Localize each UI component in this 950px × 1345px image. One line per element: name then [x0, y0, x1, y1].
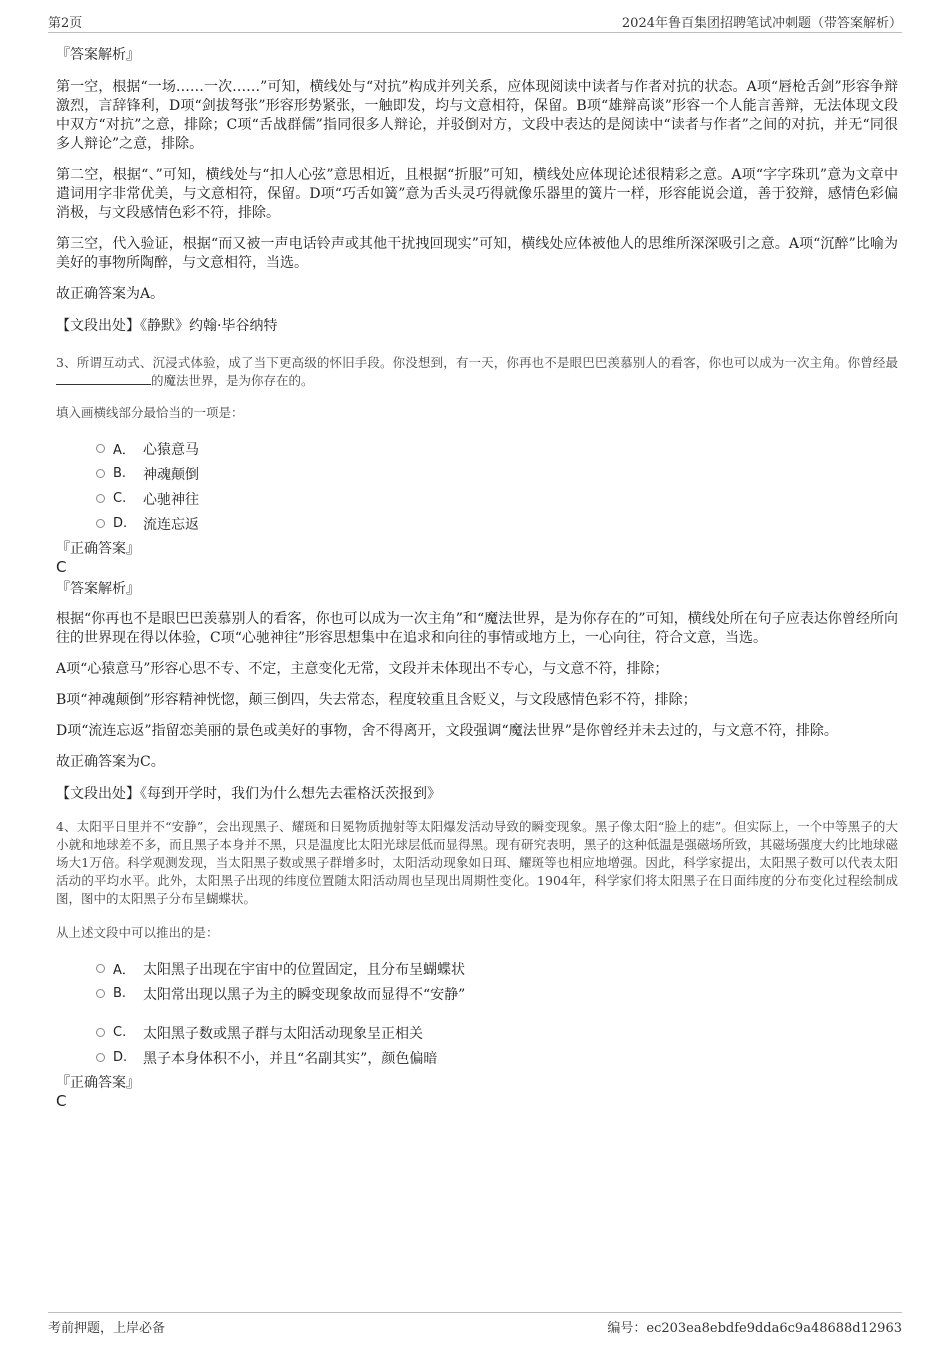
option-list: [96, 436, 898, 536]
radio-icon[interactable]: [96, 1028, 105, 1037]
question-text-after-blank: 的魔法世界，是为你存在的。: [151, 373, 314, 388]
option-a[interactable]: A． 太阳黑子出现在宇宙中的位置固定，且分布呈蝴蝶状: [96, 956, 898, 981]
question-prompt: 填入画横线部分最恰当的一项是：: [56, 405, 244, 420]
radio-icon[interactable]: [96, 494, 105, 503]
question-prompt: 从上述文段中可以推出的是：: [56, 925, 219, 940]
analysis-conclusion: 故正确答案为C。: [56, 754, 165, 770]
document-title: 2024年鲁百集团招聘笔试冲刺题（带答案解析）: [621, 16, 902, 31]
page-number: 第2页: [48, 16, 83, 31]
analysis-paragraph: A项“心猿意马”形容心思不专、不定，主意变化无常，文段并未体现出不专心，与文意不符，排除；: [56, 661, 669, 677]
analysis-paragraph: 第一空，根据“一场……一次……”可知，横线处与“对抗”构成并列关系，应体现阅读中读者与作者对抗的状态。A项“唇枪舌剑”形容争辩激烈，言辞锋利，D项“剑拔弩张”形容形势紧张，一触即发，均与文意相符，保留。B项“雄辩高谈”形容一个人能言善辩，无法体现文段中双方“对抗”之意，排除；C项“舌战群儒”指同很多人辩论，并驳倒对方，文段中表达的是阅读中“读者与作者”之间的对抗，并无“同很多人辩论”之意，排除。: [56, 79, 898, 152]
correct-answer: C: [56, 558, 67, 576]
radio-icon[interactable]: [96, 964, 105, 973]
page-header: [48, 12, 902, 33]
radio-icon[interactable]: [96, 1053, 105, 1062]
document-code: 编号：ec203ea8ebdfe9dda6c9a48688d12963: [607, 1321, 902, 1336]
radio-icon[interactable]: [96, 469, 105, 478]
analysis-label: 『答案解析』: [56, 581, 140, 597]
radio-icon[interactable]: [96, 989, 105, 998]
analysis-paragraph: B项“神魂颠倒”形容精神恍惚，颠三倒四，失去常态，程度较重且含贬义，与文段感情色彩不符，排除；: [56, 692, 697, 708]
option-c[interactable]: C. 心驰神往: [96, 486, 898, 511]
correct-answer: C: [56, 1092, 67, 1110]
source-citation: 【文段出处】《每到开学时，我们为什么想先去霍格沃茨报到》: [56, 786, 441, 802]
option-b[interactable]: B. 神魂颠倒: [96, 461, 898, 486]
analysis-conclusion: 故正确答案为A。: [56, 286, 165, 302]
option-d[interactable]: D. 流连忘返: [96, 511, 898, 536]
option-b[interactable]: B. 太阳常出现以黑子为主的瞬变现象故而显得不“安静”: [96, 981, 898, 1006]
footer-slogan: 考前押题，上岸必备: [48, 1321, 166, 1336]
option-c[interactable]: C. 太阳黑子数或黑子群与太阳活动现象呈正相关: [96, 1020, 898, 1045]
fill-blank: [56, 372, 151, 385]
option-a[interactable]: A． 心猿意马: [96, 436, 898, 461]
page-footer: [48, 1312, 902, 1337]
question-4-text: 4、太阳平日里并不“安静”，会出现黑子、耀斑和日冕物质抛射等太阳爆发活动导致的瞬变现象。黑子像太阳“脸上的痣”。但实际上，一个中等黑子的大小就和地球差不多，而且黑子本身并不黑，只是温度比太阳光球层低而显得黑。现有研究表明，黑子的这种低温是强磁场所致，其磁场强度大约比地球磁场大1万倍。科学观测发现，当太阳黑子数或黑子群增多时，太阳活动现象如日珥、耀斑等也相应地增强。因此，科学家提出，太阳黑子数可以代表太阳活动的平均水平。此外，太阳黑子出现的纬度位置随太阳活动周也呈现出周期性变化。1904年，科学家们将太阳黑子在日面纬度的分布变化过程绘制成图，图中的太阳黑子分布呈蝴蝶状。: [56, 819, 898, 906]
radio-icon[interactable]: [96, 519, 105, 528]
radio-icon[interactable]: [96, 444, 105, 453]
analysis-paragraph: 根据“你再也不是眼巴巴羡慕别人的看客，你也可以成为一次主角”和“魔法世界，是为你存在的”可知，横线处所在句子应表达你曾经所向往的世界现在得以体验，C项“心驰神往”形容思想集中在追求和向往的事情或地方上，一心向往，符合文意，当选。: [56, 611, 898, 646]
option-d[interactable]: D. 黑子本身体积不小，并且“名副其实”，颜色偏暗: [96, 1045, 898, 1070]
correct-answer-label: 『正确答案』: [56, 1075, 140, 1091]
analysis-paragraph: 第三空，代入验证，根据“而又被一声电话铃声或其他干扰拽回现实”可知，横线处应体被他人的思维所深深吸引之意。A项“沉醉”比喻为美好的事物所陶醉，与文意相符，当选。: [56, 236, 898, 271]
analysis-paragraph: 第二空，根据“、”可知，横线处与“扣人心弦”意思相近，且根据“折服”可知，横线处应体现论述很精彩之意。A项“字字珠玑”意为文章中遣词用字非常优美，与文意相符，保留。D项“巧舌如簧”意为舌头灵巧得就像乐器里的簧片一样，形容能说会道，善于狡辩，感情色彩偏消极，与文段感情色彩不符，排除。: [56, 167, 898, 221]
question-text-before-blank: 3、所谓互动式、沉浸式体验，成了当下更高级的怀旧手段。你没想到，有一天，你再也不是眼巴巴羡慕别人的看客，你也可以成为一次主角。你曾经最: [56, 355, 898, 370]
analysis-label: 『答案解析』: [56, 47, 140, 63]
analysis-paragraph: D项“流连忘返”指留恋美丽的景色或美好的事物，舍不得离开，文段强调“魔法世界”是你曾经并未去过的，与文意不符，排除。: [56, 723, 838, 739]
page-content: [56, 46, 898, 1114]
option-list: [96, 956, 898, 1070]
question-3-text: [56, 354, 898, 390]
source-citation: 【文段出处】《静默》约翰·毕谷纳特: [56, 318, 278, 334]
correct-answer-label: 『正确答案』: [56, 541, 140, 557]
